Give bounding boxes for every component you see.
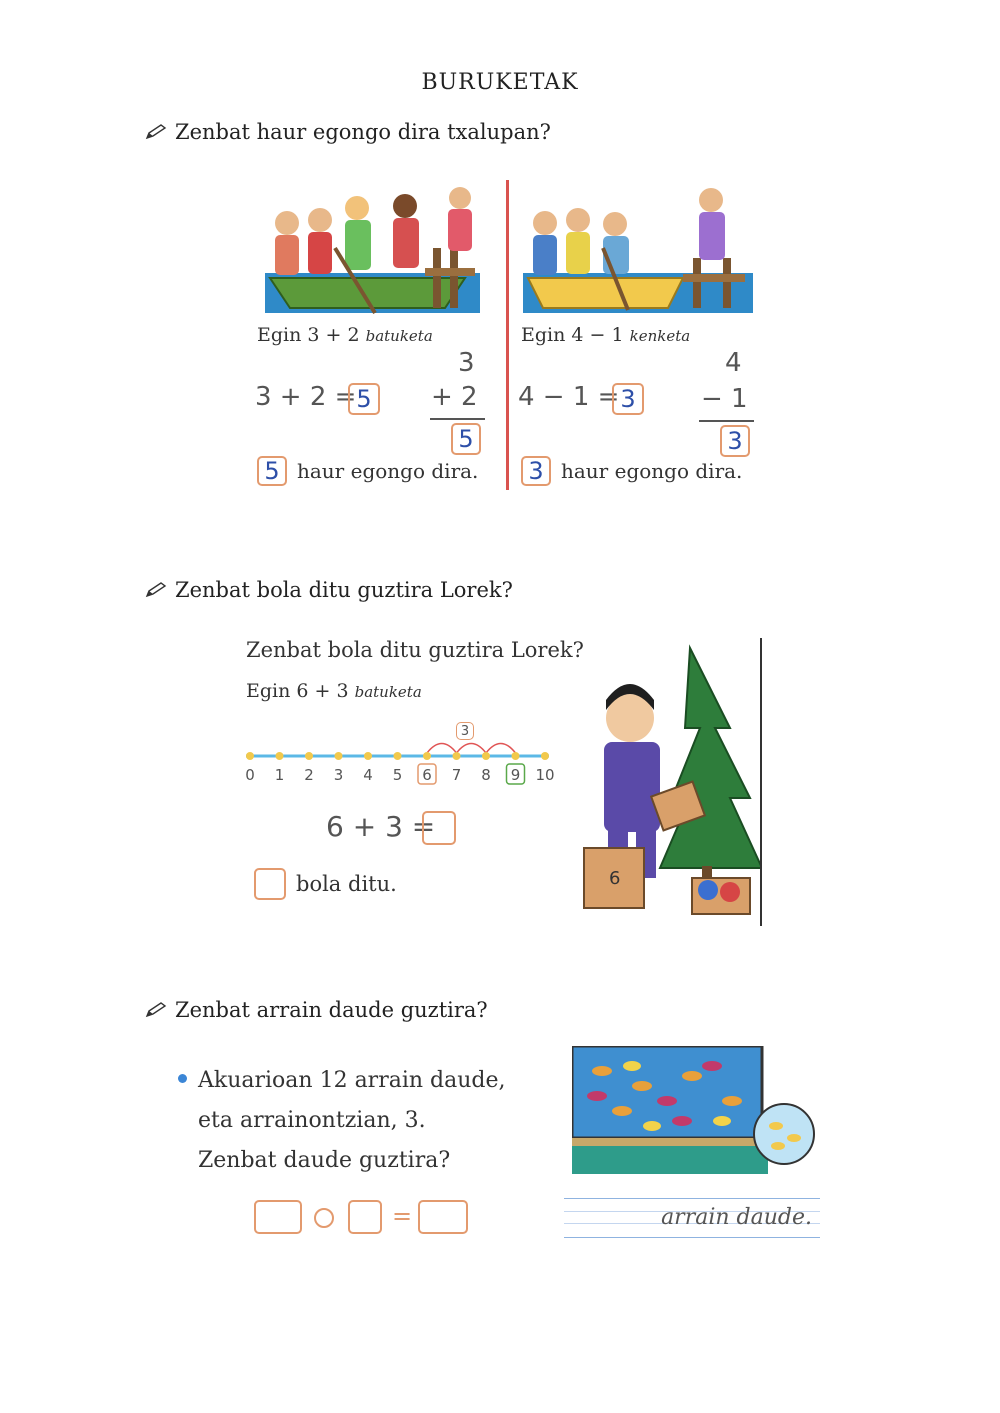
fish-panel xyxy=(172,1046,824,1250)
equals-sign: = xyxy=(392,1202,413,1230)
right-equation: 4 − 1 = xyxy=(518,382,620,412)
balls-sentence-box[interactable] xyxy=(254,868,286,900)
number-line-dot xyxy=(512,752,520,760)
pencil-icon xyxy=(145,1002,167,1018)
number-line-tick-label: 6 xyxy=(422,766,432,784)
question-2 xyxy=(145,578,513,602)
jump-arc xyxy=(486,744,516,754)
right-heading: Egin 4 − 1 kenketa xyxy=(521,324,691,346)
question-3 xyxy=(145,998,488,1022)
writing-line xyxy=(564,1198,820,1238)
number-line-dot xyxy=(423,752,431,760)
bullet-dot xyxy=(178,1074,187,1083)
page-title: BURUKETAK xyxy=(421,70,579,95)
fish-line-3: Zenbat daude guztira? xyxy=(198,1148,451,1173)
right-sentence-box[interactable]: 3 xyxy=(521,456,551,486)
fish-addend-box-2[interactable] xyxy=(348,1200,382,1234)
jump-arc xyxy=(457,744,487,754)
right-column-answer-box[interactable]: 3 xyxy=(720,425,750,457)
question-1-text: Zenbat haur egongo dira txalupan? xyxy=(175,120,551,144)
writing-text: arrain daude. xyxy=(661,1205,812,1230)
left-column-bottom: + 2 xyxy=(431,382,478,412)
left-answer-box[interactable]: 5 xyxy=(348,383,380,415)
balls-question: Zenbat bola ditu guztira Lorek? xyxy=(246,638,584,662)
pencil-icon xyxy=(145,582,167,598)
number-line-dot xyxy=(305,752,313,760)
jump-label: 3 xyxy=(456,722,474,740)
panel-divider xyxy=(506,180,509,490)
balls-equation: 6 + 3 = xyxy=(326,810,436,843)
right-answer-box[interactable]: 3 xyxy=(612,383,644,415)
number-line xyxy=(240,728,560,788)
question-2-text: Zenbat bola ditu guztira Lorek? xyxy=(175,578,513,602)
number-line-tick-label: 3 xyxy=(333,766,344,784)
left-equation: 3 + 2 = xyxy=(255,382,357,412)
green-boat-illustration xyxy=(265,178,480,318)
right-column-line xyxy=(699,420,754,422)
number-line-tick-label: 2 xyxy=(304,766,314,784)
operator-circle[interactable] xyxy=(314,1208,334,1228)
number-line-dot xyxy=(276,752,284,760)
number-line-dot xyxy=(453,752,461,760)
right-column-bottom: − 1 xyxy=(701,384,748,414)
number-line-dot xyxy=(482,752,490,760)
fish-line-2: eta arrainontzian, 3. xyxy=(198,1108,426,1133)
right-column-top: 4 xyxy=(725,348,742,378)
question-1 xyxy=(145,120,551,144)
fish-total-box[interactable] xyxy=(418,1200,468,1234)
number-line-tick-label: 0 xyxy=(245,766,255,784)
balls-sentence: bola ditu. xyxy=(296,872,397,896)
yellow-boat-illustration xyxy=(523,178,753,318)
box-label: 6 xyxy=(609,868,621,889)
number-line-dot xyxy=(246,752,254,760)
number-line-dot xyxy=(335,752,343,760)
fish-line-1: Akuarioan 12 arrain daude, xyxy=(198,1068,506,1093)
aquarium-illustration xyxy=(572,1046,824,1186)
girl-tree-illustration xyxy=(580,638,762,926)
left-column-line xyxy=(430,418,485,420)
number-line-tick-label: 1 xyxy=(274,766,285,784)
left-sentence-box[interactable]: 5 xyxy=(257,456,287,486)
jump-arc xyxy=(427,744,457,754)
boats-panel xyxy=(255,178,761,508)
number-line-tick-label: 10 xyxy=(535,766,555,784)
left-column-top: 3 xyxy=(458,348,475,378)
balls-answer-box[interactable] xyxy=(422,811,456,845)
number-line-tick-label: 4 xyxy=(363,766,373,784)
number-line-tick-label: 7 xyxy=(451,766,462,784)
question-3-text: Zenbat arrain daude guztira? xyxy=(175,998,488,1022)
number-line-tick-label: 8 xyxy=(481,766,491,784)
balls-heading: Egin 6 + 3 batuketa xyxy=(246,680,422,702)
pencil-icon xyxy=(145,124,167,140)
right-sentence: haur egongo dira. xyxy=(561,459,743,483)
left-sentence: haur egongo dira. xyxy=(297,459,479,483)
number-line-dot xyxy=(541,752,549,760)
number-line-tick-label: 9 xyxy=(510,766,521,784)
fish-addend-box-1[interactable] xyxy=(254,1200,302,1234)
number-line-dot xyxy=(394,752,402,760)
balls-panel xyxy=(240,628,762,926)
left-column-answer-box[interactable]: 5 xyxy=(451,423,481,455)
number-line-dot xyxy=(364,752,372,760)
left-heading: Egin 3 + 2 batuketa xyxy=(257,324,433,346)
number-line-tick-label: 5 xyxy=(392,766,403,784)
